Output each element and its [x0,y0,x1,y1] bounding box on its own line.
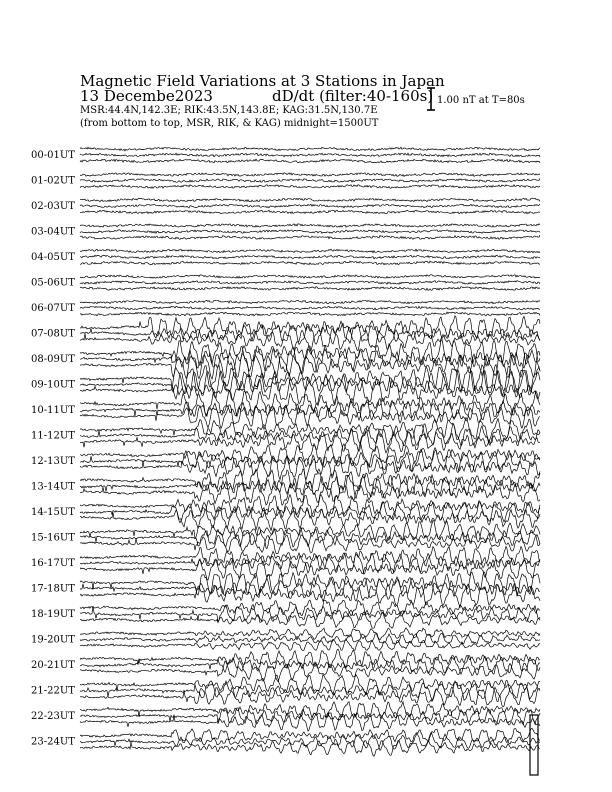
trace-kag [80,572,540,596]
row-label: 00-01UT [31,150,75,161]
trace-kag [80,675,540,695]
trace-msr [80,287,540,291]
trace-kag [80,649,540,669]
trace-msr [80,403,540,430]
trace-kag [80,249,540,253]
row-label: 23-24UT [31,736,75,748]
trace-msr [80,661,540,682]
row-label: 07-08UT [31,328,75,340]
trace-msr [80,261,540,265]
row-label: 08-09UT [31,354,75,365]
trace-kag [80,198,540,202]
trace-kag [80,173,540,177]
row-label: 03-04UT [31,226,75,238]
trace-msr [80,159,540,163]
trace-msr [80,235,540,239]
scale-bar-label: 1.00 nT at T=80s [437,95,525,106]
trace-rik [80,255,540,259]
scale-bar [427,88,435,110]
row-label: 11-12UT [31,430,75,442]
trace-rik [80,526,540,549]
trace-kag [80,469,540,492]
trace-msr [80,533,540,553]
trace-rik [80,605,540,623]
row-label: 21-22UT [31,685,75,697]
chart-title: Magnetic Field Variations at 3 Stations in Japan [80,72,445,90]
trace-msr [80,713,540,732]
chart-date: 13 Decembe2023 [80,87,213,105]
trace-msr [80,374,540,404]
trace-kag [80,224,540,228]
row-label: 19-20UT [31,634,75,646]
trace-kag [80,300,540,304]
trace-msr [80,312,540,316]
trace-rik [80,230,540,234]
row-label: 16-17UT [31,558,75,569]
end-marker [530,715,538,775]
trace-rik [80,633,540,644]
trace-rik [80,204,540,208]
trace-rik [80,153,540,157]
trace-rik [80,501,540,524]
row-label: 14-15UT [31,507,75,518]
trace-kag [80,147,540,151]
trace-rik [80,448,540,473]
trace-msr [80,558,540,580]
row-label: 09-10UT [31,379,75,391]
trace-rik [80,178,540,182]
trace-kag [80,339,540,367]
trace-msr [80,185,540,189]
row-label: 20-21UT [31,660,75,671]
trace-rik [80,281,540,285]
row-label: 17-18UT [31,583,75,595]
trace-msr [80,210,540,214]
row-label: 15-16UT [31,532,75,544]
row-label: 04-05UT [31,252,75,263]
station-order-note: (from bottom to top, MSR, RIK, & KAG) midnight=1500UT [80,118,379,129]
row-label: 18-19UT [31,609,75,620]
row-label: 01-02UT [31,175,75,187]
trace-msr [80,480,540,505]
trace-rik [80,474,540,498]
row-label: 13-14UT [31,481,75,493]
trace-msr [80,455,540,480]
trace-kag [80,275,540,279]
trace-kag [80,546,540,567]
row-label: 12-13UT [31,456,75,467]
row-label: 02-03UT [31,201,75,212]
station-coordinates: MSR:44.4N,142.3E; RIK:43.5N,143.8E; KAG:31.5N,130.7E [80,105,378,116]
row-label: 10-11UT [31,405,75,416]
row-label: 22-23UT [31,711,75,722]
trace-rik [80,306,540,310]
chart-mode: dD/dt (filter:40-160s) [272,87,434,105]
row-label: 05-06UT [31,277,75,289]
trace-kag [80,443,540,467]
trace-kag [80,628,540,640]
row-label: 06-07UT [31,303,75,314]
trace-kag [80,495,540,518]
